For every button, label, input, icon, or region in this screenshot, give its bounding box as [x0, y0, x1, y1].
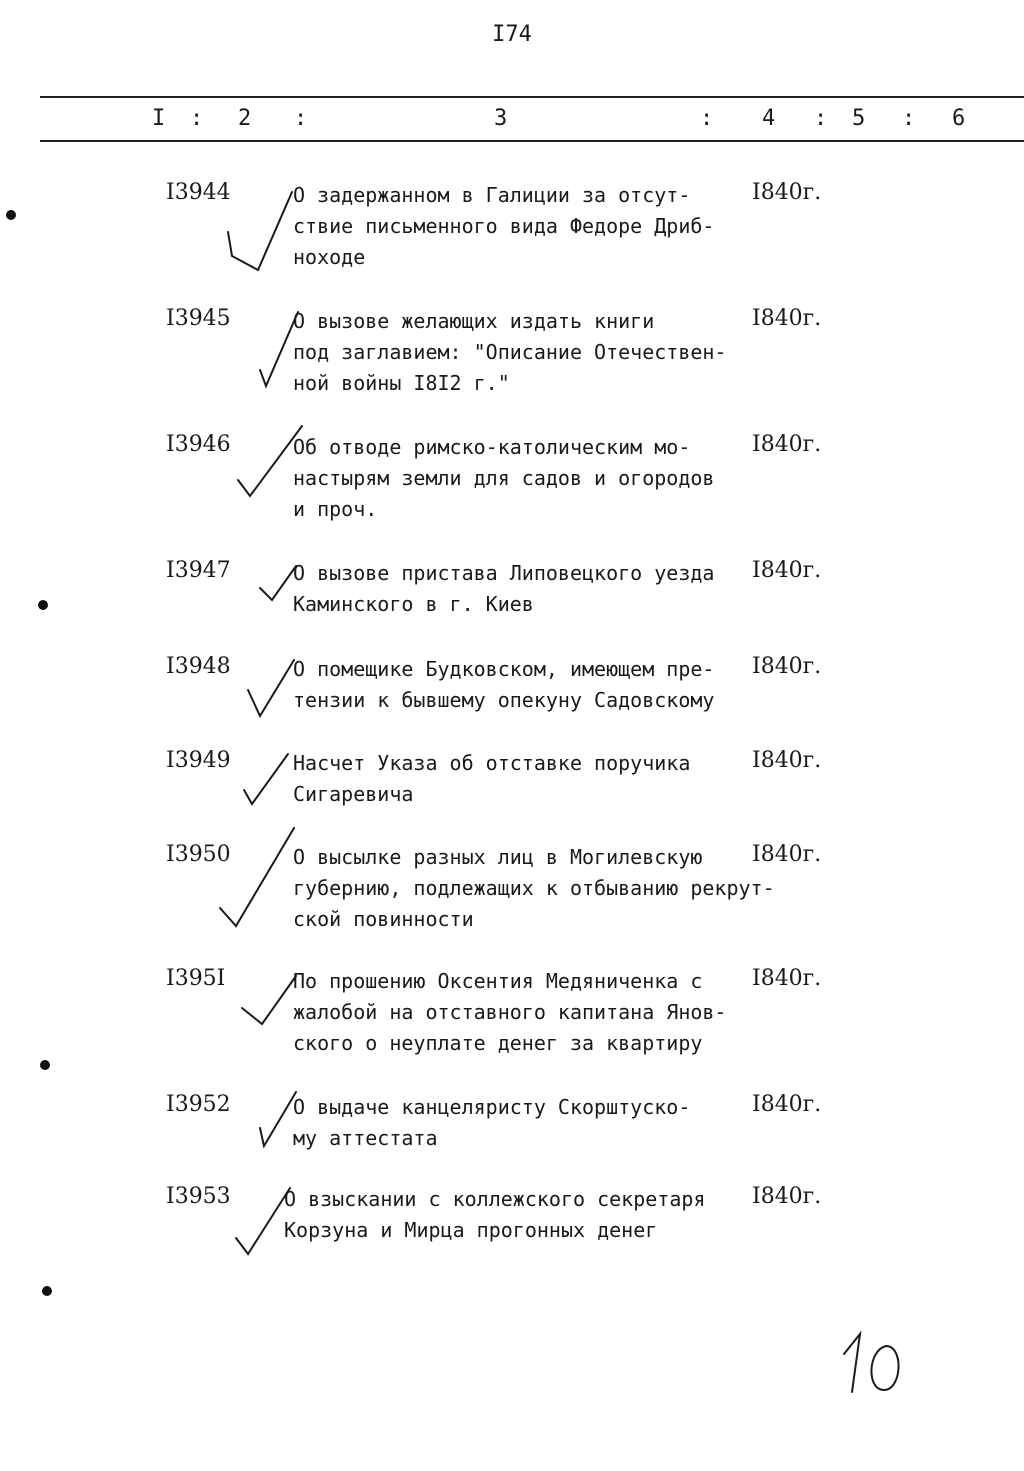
- file-number: I3950: [166, 842, 231, 867]
- header-bottom-rule: [40, 140, 1024, 142]
- file-year: I840г.: [752, 842, 822, 867]
- file-description: О вызове пристава Липовецкого уезда Каминского в г. Киев: [293, 561, 715, 616]
- file-number: I3946: [166, 432, 231, 457]
- file-description: Об отводе римско-католическим мо- настырям земли для садов и огородов и проч.: [293, 435, 715, 521]
- column-header-1: I: [152, 106, 166, 131]
- check-mark-icon: [244, 754, 288, 804]
- header-top-rule: [40, 96, 1024, 98]
- check-mark-icon: [242, 976, 296, 1024]
- check-mark-icon: [236, 1188, 290, 1254]
- file-year: I840г.: [752, 306, 822, 331]
- binder-hole-icon: [40, 1060, 50, 1070]
- column-separator: :: [190, 106, 204, 131]
- column-separator: :: [700, 106, 714, 131]
- file-number: I3953: [166, 1184, 231, 1209]
- file-year: I840г.: [752, 180, 822, 205]
- file-number: I3952: [166, 1092, 231, 1117]
- file-description: По прошению Оксентия Медяниченка с жалобой на отставного капитана Янов- ского о неуплате денег за квартиру: [293, 969, 727, 1055]
- column-separator: :: [902, 106, 916, 131]
- page-number: I74: [492, 22, 532, 47]
- file-description: О помещике Будковском, имеющем пре- тензии к бывшему опекуну Садовскому: [293, 657, 715, 712]
- column-separator: :: [294, 106, 308, 131]
- column-header-6: 6: [952, 106, 966, 131]
- check-mark-icon: [248, 660, 294, 716]
- check-mark-icon: [260, 1092, 296, 1146]
- column-header-2: 2: [238, 106, 252, 131]
- column-header-3: 3: [494, 106, 508, 131]
- check-mark-icon: [220, 828, 294, 926]
- column-separator: :: [814, 106, 828, 131]
- file-year: I840г.: [752, 1184, 822, 1209]
- binder-hole-icon: [42, 1286, 52, 1296]
- handwritten-page-count: [838, 1320, 918, 1400]
- file-year: I840г.: [752, 1092, 822, 1117]
- file-description: О взыскании с коллежского секретаря Корзуна и Мирца прогонных денег: [284, 1187, 706, 1242]
- check-mark-icon: [228, 192, 292, 270]
- column-header-5: 5: [852, 106, 866, 131]
- file-year: I840г.: [752, 748, 822, 773]
- column-header-4: 4: [762, 106, 776, 131]
- file-year: I840г.: [752, 432, 822, 457]
- binder-hole-icon: [6, 210, 16, 220]
- file-year: I840г.: [752, 558, 822, 583]
- file-description: О задержанном в Галиции за отсут- ствие письменного вида Федоре Дриб- ноходе: [293, 183, 715, 269]
- file-number: I3948: [166, 654, 231, 679]
- binder-hole-icon: [38, 600, 48, 610]
- file-number: I3944: [166, 180, 231, 205]
- file-description: О вызове желающих издать книги под заглавием: "Описание Отечествен- ной войны I8I2 г.": [293, 309, 727, 395]
- file-number: I395I: [166, 966, 226, 991]
- file-description: О высылке разных лиц в Могилевскую губернию, подлежащих к отбыванию рекрут- ской повинности: [293, 845, 775, 931]
- file-year: I840г.: [752, 654, 822, 679]
- file-number: I3945: [166, 306, 231, 331]
- file-year: I840г.: [752, 966, 822, 991]
- file-number: I3947: [166, 558, 231, 583]
- check-mark-icon: [260, 566, 296, 600]
- file-number: I3949: [166, 748, 231, 773]
- file-description: О выдаче канцеляристу Скорштуско- му аттестата: [293, 1095, 691, 1150]
- file-description: Насчет Указа об отставке поручика Сигаревича: [293, 751, 691, 806]
